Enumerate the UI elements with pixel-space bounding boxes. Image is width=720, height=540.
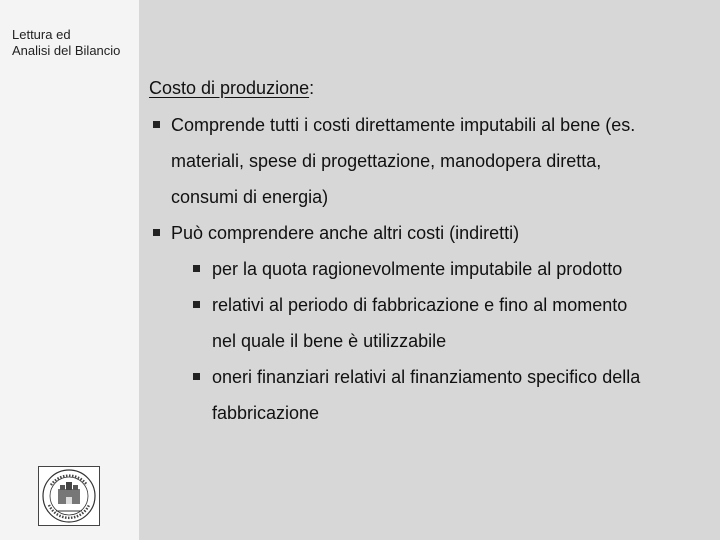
course-title-line-2: Analisi del Bilancio — [12, 43, 121, 58]
slide-heading — [149, 78, 314, 99]
bullet-2-line-1: Può comprendere anche altri costi (indiretti) — [171, 223, 520, 243]
sub-bullet-marker — [193, 265, 200, 272]
sub-bullet-1-line-1: per la quota ragionevolmente imputabile al prodotto — [212, 259, 623, 279]
sub-bullet-3-line-2: fabbricazione — [212, 403, 320, 423]
sub-bullet-marker — [193, 301, 200, 308]
slide-heading-colon: : — [309, 78, 315, 98]
university-seal-icon — [38, 466, 100, 526]
bullet-marker — [153, 121, 160, 128]
course-title — [12, 27, 120, 59]
bullet-1-line-1: Comprende tutti i costi direttamente imputabili al bene (es. — [171, 115, 636, 135]
bullet-1-line-3: consumi di energia) — [171, 187, 329, 207]
slide-heading-text: Costo di produzione — [149, 78, 310, 98]
sub-bullet-2-line-2: nel quale il bene è utilizzabile — [212, 331, 447, 351]
bullet-1-line-2: materiali, spese di progettazione, manodopera diretta, — [171, 151, 602, 171]
sub-bullet-3-line-1: oneri finanziari relativi al finanziamento specifico della — [212, 367, 641, 387]
sub-bullet-2-line-1: relativi al periodo di fabbricazione e fino al momento — [212, 295, 628, 315]
bullet-marker — [153, 229, 160, 236]
sidebar — [0, 0, 139, 540]
sub-bullet-marker — [193, 373, 200, 380]
course-title-line-1: Lettura ed — [12, 27, 71, 42]
